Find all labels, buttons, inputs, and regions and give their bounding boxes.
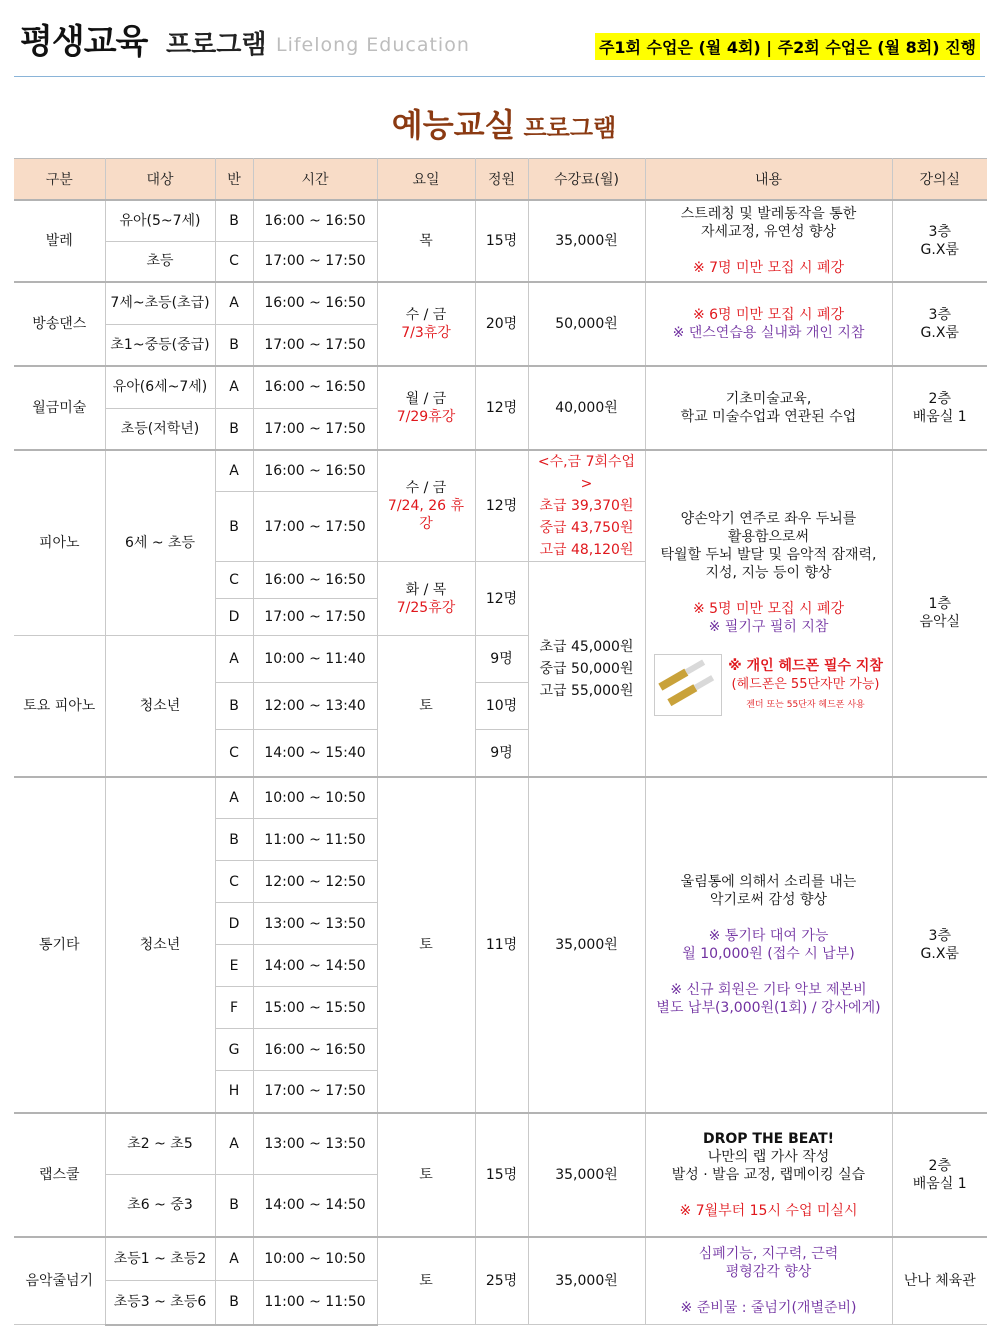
notice-text: ※ 5명 미만 모집 시 폐강 bbox=[692, 601, 845, 618]
notice-text: ※ 신규 회원은 기타 악보 제본비 bbox=[670, 981, 867, 998]
target-cell: 초1~중등(중급) bbox=[105, 324, 215, 366]
notice-text: 별도 납부(3,000원(1회) / 강사에게) bbox=[656, 999, 881, 1016]
col-day: 요일 bbox=[377, 159, 475, 201]
room-name: 음악실 bbox=[919, 614, 961, 631]
class-cell: G bbox=[215, 1029, 253, 1071]
header-divider bbox=[14, 76, 985, 77]
holiday-text: 7/3휴강 bbox=[401, 325, 451, 341]
header-notice: 주1회 수업은 (월 4회) | 주2회 수업은 (월 8회) 진행 bbox=[595, 33, 980, 60]
col-category: 구분 bbox=[14, 159, 105, 201]
content-line: 울림통에 의해서 소리를 내는 bbox=[680, 873, 857, 890]
program-title bbox=[0, 100, 1008, 146]
program-title-sub: 프로그램 bbox=[523, 114, 617, 142]
notice-text: ※ 7월부터 15시 수업 미실시 bbox=[679, 1202, 858, 1219]
target-cell: 7세~초등(초급) bbox=[105, 282, 215, 324]
content-line: 나만의 랩 가사 작성 bbox=[707, 1148, 830, 1165]
time-cell: 11:00 ~ 11:50 bbox=[253, 819, 377, 861]
class-cell: C bbox=[215, 861, 253, 903]
class-cell: H bbox=[215, 1071, 253, 1113]
time-cell: 14:00 ~ 14:50 bbox=[253, 945, 377, 987]
class-cell: D bbox=[215, 903, 253, 945]
content-cell bbox=[645, 450, 892, 777]
time-cell: 10:00 ~ 10:50 bbox=[253, 777, 377, 819]
class-cell: A bbox=[215, 366, 253, 408]
content-cell bbox=[645, 200, 892, 282]
target-cell: 초등1 ~ 초등2 bbox=[105, 1237, 215, 1281]
fee-line: 초급 45,000원 bbox=[539, 638, 634, 655]
content-line: DROP THE BEAT! bbox=[702, 1130, 835, 1147]
room-floor: 2층 bbox=[928, 1157, 951, 1174]
col-fee: 수강료(월) bbox=[528, 159, 645, 201]
room-cell bbox=[892, 282, 987, 366]
class-cell: E bbox=[215, 945, 253, 987]
capacity-cell: 9명 bbox=[475, 730, 528, 777]
target-cell: 유아(6세~7세) bbox=[105, 366, 215, 408]
time-cell: 17:00 ~ 17:50 bbox=[253, 1071, 377, 1113]
headphone-adapter-icon bbox=[654, 654, 722, 716]
class-cell: B bbox=[215, 492, 253, 562]
room-cell bbox=[892, 1113, 987, 1237]
class-cell: B bbox=[215, 200, 253, 241]
category-cell: 통기타 bbox=[14, 777, 105, 1113]
class-cell: B bbox=[215, 1281, 253, 1325]
time-cell: 17:00 ~ 17:50 bbox=[253, 599, 377, 636]
col-class: 반 bbox=[215, 159, 253, 201]
notice-text: ※ 댄스연습용 실내화 개인 지참 bbox=[672, 325, 865, 341]
table-row bbox=[14, 282, 987, 324]
target-cell: 6세 ~ 초등 bbox=[105, 450, 215, 636]
target-cell: 초등 bbox=[105, 241, 215, 282]
room-floor: 2층 bbox=[928, 391, 951, 407]
table-row bbox=[14, 366, 987, 408]
col-room: 강의실 bbox=[892, 159, 987, 201]
time-cell: 12:00 ~ 13:40 bbox=[253, 683, 377, 730]
category-cell: 음악줄넘기 bbox=[14, 1237, 105, 1325]
content-line: 기초미술교육, bbox=[725, 391, 812, 407]
headphone-notice bbox=[650, 654, 888, 716]
page-header bbox=[0, 0, 1008, 78]
category-cell: 토요 피아노 bbox=[14, 636, 105, 777]
class-cell: A bbox=[215, 777, 253, 819]
headphone-gender-note: 젠더 또는 55단자 헤드폰 사용 bbox=[746, 699, 865, 710]
content-line: 지성, 지능 등이 향상 bbox=[705, 565, 832, 582]
time-cell: 14:00 ~ 15:40 bbox=[253, 730, 377, 777]
time-cell: 16:00 ~ 16:50 bbox=[253, 450, 377, 492]
category-cell: 발레 bbox=[14, 200, 105, 282]
time-cell: 16:00 ~ 16:50 bbox=[253, 1029, 377, 1071]
time-cell: 12:00 ~ 12:50 bbox=[253, 861, 377, 903]
class-cell: B bbox=[215, 324, 253, 366]
time-cell: 10:00 ~ 11:40 bbox=[253, 636, 377, 683]
day-cell: 토 bbox=[377, 777, 475, 1113]
content-line: 스트레칭 및 발레동작을 통한 bbox=[680, 206, 857, 222]
notice-text: ※ 준비물 : 줄넘기(개별준비) bbox=[680, 1299, 857, 1316]
class-cell: A bbox=[215, 636, 253, 683]
class-cell: A bbox=[215, 282, 253, 324]
day-cell bbox=[377, 282, 475, 366]
class-cell: B bbox=[215, 408, 253, 450]
col-capacity: 정원 bbox=[475, 159, 528, 201]
day-cell bbox=[377, 450, 475, 562]
day-cell bbox=[377, 366, 475, 450]
holiday-text: 7/24, 26 휴강 bbox=[387, 498, 465, 532]
capacity-cell: 20명 bbox=[475, 282, 528, 366]
holiday-text: 7/25휴강 bbox=[396, 599, 456, 616]
capacity-cell: 15명 bbox=[475, 200, 528, 282]
target-cell: 초등3 ~ 초등6 bbox=[105, 1281, 215, 1325]
fee-cell: 35,000원 bbox=[528, 200, 645, 282]
fee-cell: 35,000원 bbox=[528, 777, 645, 1113]
content-cell bbox=[645, 366, 892, 450]
time-cell: 17:00 ~ 17:50 bbox=[253, 492, 377, 562]
room-name: G.X룸 bbox=[920, 945, 959, 962]
fee-header: <수,금 7회수업> bbox=[537, 454, 636, 492]
time-cell: 17:00 ~ 17:50 bbox=[253, 241, 377, 282]
fee-cell bbox=[528, 450, 645, 562]
day-cell: 목 bbox=[377, 200, 475, 282]
capacity-cell: 25명 bbox=[475, 1237, 528, 1325]
class-cell: C bbox=[215, 730, 253, 777]
header-english: Lifelong Education bbox=[276, 34, 470, 56]
class-cell: F bbox=[215, 987, 253, 1029]
content-line: 심폐기능, 지구력, 근력 bbox=[698, 1245, 839, 1262]
table-row bbox=[14, 200, 987, 241]
room-floor: 3층 bbox=[928, 307, 951, 323]
target-cell: 초등(저학년) bbox=[105, 408, 215, 450]
header-title: 평생교육 bbox=[20, 22, 148, 62]
time-cell: 13:00 ~ 13:50 bbox=[253, 1113, 377, 1175]
day-cell: 토 bbox=[377, 1113, 475, 1237]
room-floor: 1층 bbox=[928, 596, 951, 613]
category-cell: 피아노 bbox=[14, 450, 105, 636]
program-title-main: 예능교실 bbox=[391, 106, 516, 144]
fee-line: 중급 50,000원 bbox=[539, 660, 634, 677]
notice-text: ※ 7명 미만 모집 시 폐강 bbox=[692, 260, 845, 276]
day-text: 월 / 금 bbox=[405, 391, 447, 407]
room-cell: 난나 체육관 bbox=[892, 1237, 987, 1325]
capacity-cell: 12명 bbox=[475, 366, 528, 450]
content-line: 발성 · 발음 교정, 랩메이킹 실습 bbox=[671, 1166, 866, 1183]
time-cell: 16:00 ~ 16:50 bbox=[253, 562, 377, 599]
class-cell: B bbox=[215, 1175, 253, 1237]
fee-cell: 50,000원 bbox=[528, 282, 645, 366]
notice-text: ※ 필기구 필히 지참 bbox=[708, 619, 829, 636]
fee-cell: 35,000원 bbox=[528, 1113, 645, 1237]
target-cell: 초6 ~ 중3 bbox=[105, 1175, 215, 1237]
day-cell: 토 bbox=[377, 636, 475, 777]
room-name: 배움실 1 bbox=[912, 409, 967, 425]
time-cell: 16:00 ~ 16:50 bbox=[253, 366, 377, 408]
time-cell: 16:00 ~ 16:50 bbox=[253, 282, 377, 324]
fee-line: 고급 55,000원 bbox=[539, 682, 634, 699]
day-text: 수 / 금 bbox=[405, 307, 447, 323]
table-row bbox=[14, 777, 987, 819]
target-cell: 초2 ~ 초5 bbox=[105, 1113, 215, 1175]
table-row bbox=[14, 450, 987, 492]
capacity-cell: 9명 bbox=[475, 636, 528, 683]
headphone-required: ※ 개인 헤드폰 필수 지참 bbox=[728, 657, 883, 674]
class-cell: A bbox=[215, 1237, 253, 1281]
table-row bbox=[14, 1237, 987, 1281]
room-name: G.X룸 bbox=[920, 242, 959, 258]
header-subtitle: 프로그램 bbox=[166, 30, 267, 60]
capacity-cell: 10명 bbox=[475, 683, 528, 730]
day-cell bbox=[377, 562, 475, 636]
fee-cell: 35,000원 bbox=[528, 1237, 645, 1325]
room-cell bbox=[892, 777, 987, 1113]
capacity-cell: 12명 bbox=[475, 562, 528, 636]
class-cell: C bbox=[215, 241, 253, 282]
content-line: 자세교정, 유연성 향상 bbox=[700, 224, 837, 240]
capacity-cell: 15명 bbox=[475, 1113, 528, 1237]
notice-text: ※ 6명 미만 모집 시 폐강 bbox=[692, 307, 845, 323]
day-cell: 토 bbox=[377, 1237, 475, 1325]
class-cell: A bbox=[215, 450, 253, 492]
time-cell: 10:00 ~ 10:50 bbox=[253, 1237, 377, 1281]
content-line: 탁월할 두뇌 발달 및 음악적 잠재력, bbox=[660, 547, 877, 564]
class-cell: B bbox=[215, 819, 253, 861]
content-line: 양손악기 연주로 좌우 두뇌를 bbox=[680, 511, 857, 528]
class-cell: A bbox=[215, 1113, 253, 1175]
fee-cell bbox=[528, 562, 645, 777]
content-cell bbox=[645, 1237, 892, 1325]
content-cell bbox=[645, 777, 892, 1113]
day-text: 화 / 목 bbox=[405, 581, 447, 598]
class-cell: B bbox=[215, 683, 253, 730]
target-cell: 청소년 bbox=[105, 636, 215, 777]
room-floor: 3층 bbox=[928, 224, 951, 240]
target-cell: 청소년 bbox=[105, 777, 215, 1113]
time-cell: 15:00 ~ 15:50 bbox=[253, 987, 377, 1029]
room-cell bbox=[892, 450, 987, 777]
fee-line: 고급 48,120원 bbox=[539, 542, 634, 558]
content-line: 활용함으로써 bbox=[727, 529, 810, 546]
content-cell bbox=[645, 282, 892, 366]
headphone-jack-note: (헤드폰은 55단자만 가능) bbox=[731, 676, 880, 692]
time-cell: 11:00 ~ 11:50 bbox=[253, 1281, 377, 1325]
time-cell: 16:00 ~ 16:50 bbox=[253, 200, 377, 241]
category-cell: 방송댄스 bbox=[14, 282, 105, 366]
table-header-row bbox=[14, 159, 987, 201]
col-target: 대상 bbox=[105, 159, 215, 201]
capacity-cell: 11명 bbox=[475, 777, 528, 1113]
content-line: 악기로써 감성 향상 bbox=[709, 891, 828, 908]
time-cell: 14:00 ~ 14:50 bbox=[253, 1175, 377, 1237]
table-row bbox=[14, 1113, 987, 1175]
time-cell: 17:00 ~ 17:50 bbox=[253, 408, 377, 450]
capacity-cell: 12명 bbox=[475, 450, 528, 562]
fee-cell: 40,000원 bbox=[528, 366, 645, 450]
day-text: 수 / 금 bbox=[405, 480, 447, 496]
program-table bbox=[14, 158, 987, 1326]
class-cell: C bbox=[215, 562, 253, 599]
notice-text: ※ 통기타 대여 가능 bbox=[708, 927, 829, 944]
time-cell: 13:00 ~ 13:50 bbox=[253, 903, 377, 945]
target-cell: 유아(5~7세) bbox=[105, 200, 215, 241]
room-cell bbox=[892, 366, 987, 450]
room-floor: 3층 bbox=[928, 927, 951, 944]
col-content: 내용 bbox=[645, 159, 892, 201]
fee-line: 초급 39,370원 bbox=[539, 498, 634, 514]
room-name: 배움실 1 bbox=[912, 1175, 967, 1192]
time-cell: 17:00 ~ 17:50 bbox=[253, 324, 377, 366]
content-line: 평형감각 향상 bbox=[725, 1263, 812, 1280]
category-cell: 랩스쿨 bbox=[14, 1113, 105, 1237]
room-name: G.X룸 bbox=[920, 325, 959, 341]
fee-line: 중급 43,750원 bbox=[539, 520, 634, 536]
col-time: 시간 bbox=[253, 159, 377, 201]
class-cell: D bbox=[215, 599, 253, 636]
category-cell: 월금미술 bbox=[14, 366, 105, 450]
notice-text: 월 10,000원 (접수 시 납부) bbox=[682, 945, 855, 962]
room-cell bbox=[892, 200, 987, 282]
content-cell bbox=[645, 1113, 892, 1237]
content-line: 학교 미술수업과 연관된 수업 bbox=[680, 409, 857, 425]
holiday-text: 7/29휴강 bbox=[396, 409, 456, 425]
